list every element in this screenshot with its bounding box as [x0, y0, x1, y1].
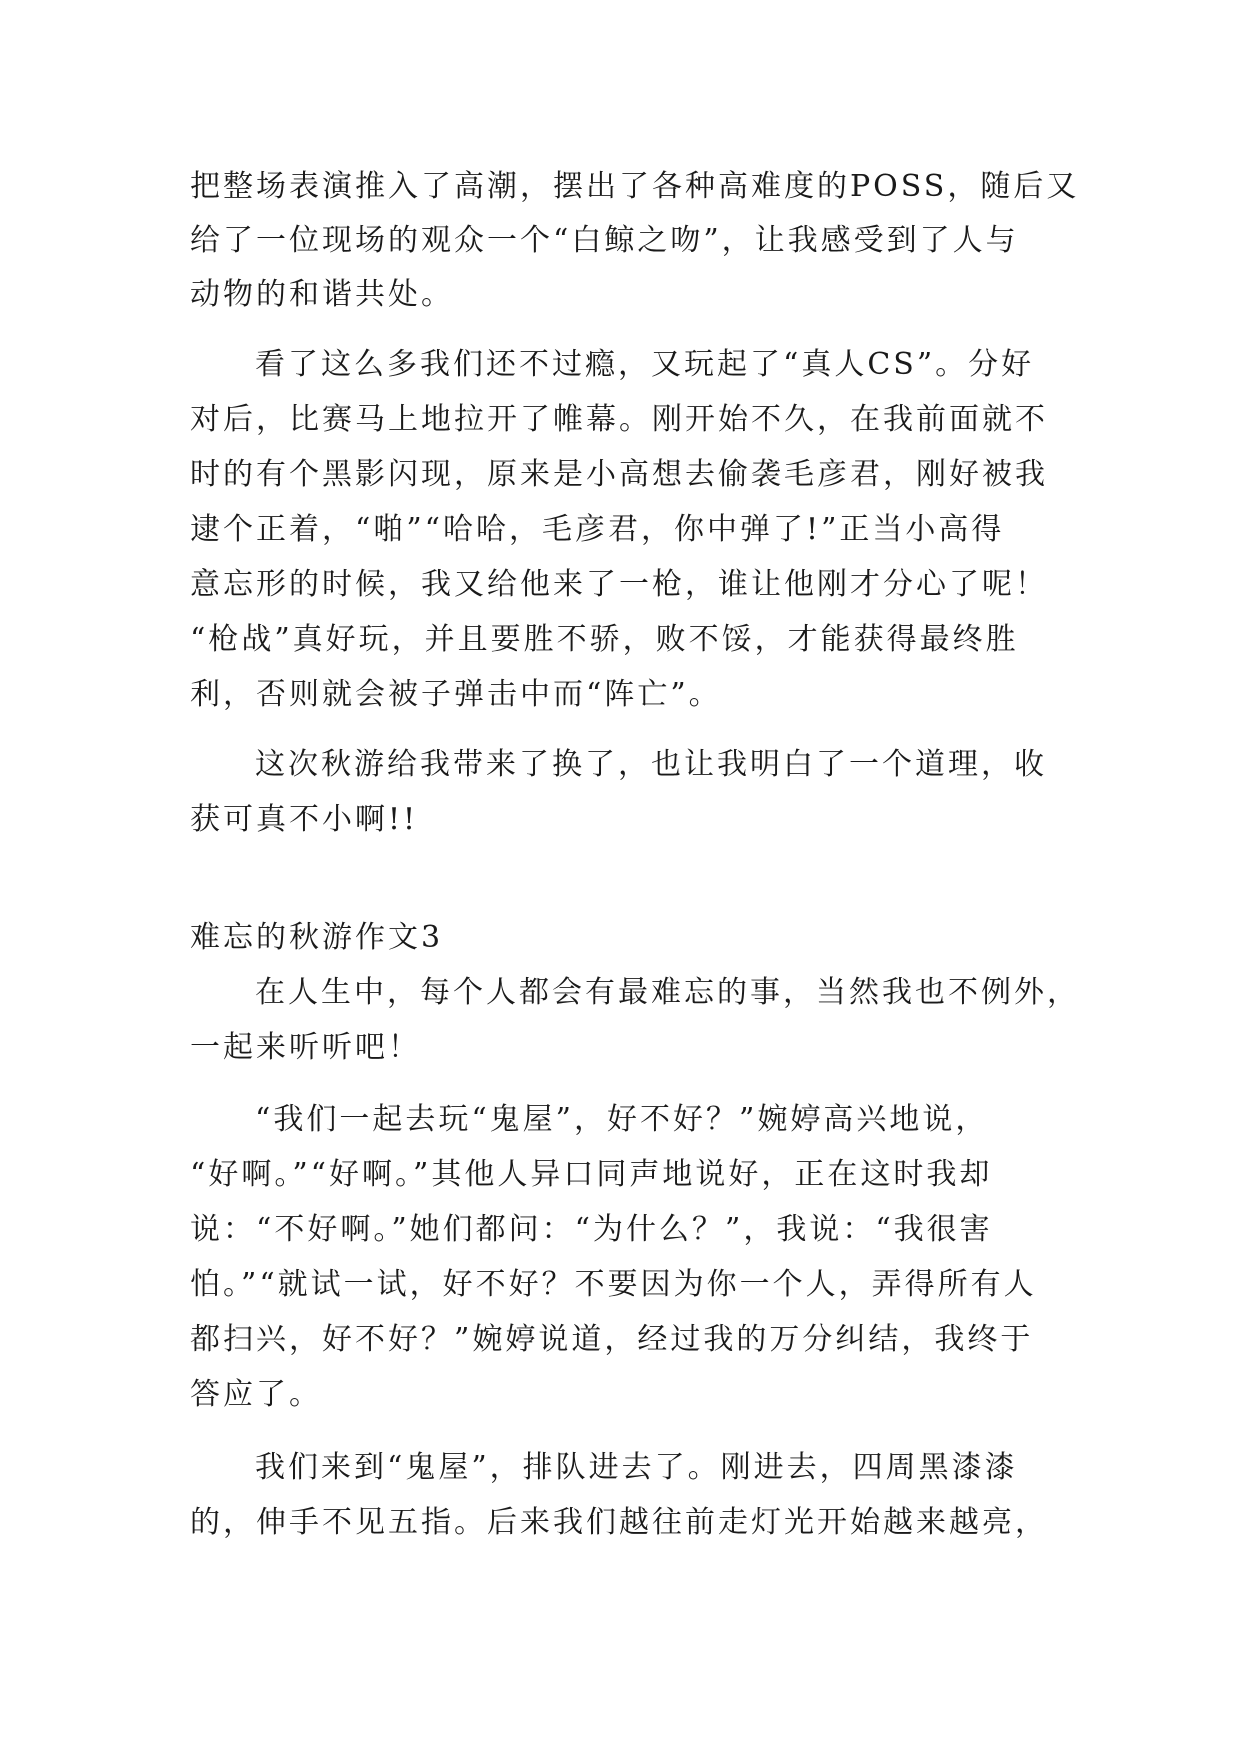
text-line: 逮个正着，“啪”“哈哈，毛彦君，你中弹了!”正当小高得	[190, 512, 1005, 547]
text-line: 看了这么多我们还不过瘾，又玩起了“真人CS”。分好	[255, 347, 1035, 382]
text-line: 获可真不小啊!!	[190, 802, 419, 837]
text-line: 给了一位现场的观众一个“白鲸之吻”，让我感受到了人与	[190, 223, 1019, 258]
text-line: 说：“不好啊。”她们都问：“为什么？”，我说：“我很害	[190, 1212, 993, 1247]
text-line: 对后，比赛马上地拉开了帷幕。刚开始不久，在我前面就不	[190, 402, 1048, 437]
text-line: 动物的和谐共处。	[190, 277, 454, 312]
text-line: 的，伸手不见五指。后来我们越往前走灯光开始越来越亮，	[190, 1505, 1048, 1540]
text-line: 都扫兴，好不好？”婉婷说道，经过我的万分纠结，我终于	[190, 1322, 1034, 1357]
text-line: 在人生中，每个人都会有最难忘的事，当然我也不例外，	[255, 975, 1080, 1010]
text-line: 把整场表演推入了高潮，摆出了各种高难度的POSS，随后又	[190, 169, 1080, 204]
text-line: 我们来到“鬼屋”，排队进去了。刚进去，四周黑漆漆	[255, 1450, 1018, 1485]
text-line: 意忘形的时候，我又给他来了一枪，谁让他刚才分心了呢！	[190, 567, 1048, 602]
text-line: 利，否则就会被子弹击中而“阵亡”。	[190, 677, 722, 712]
text-line: “枪战”真好玩，并且要胜不骄，败不馁，才能获得最终胜	[190, 622, 1019, 657]
text-line: “好啊。”“好啊。”其他人异口同声地说好，正在这时我却	[190, 1157, 993, 1192]
text-line: 一起来听听吧！	[190, 1030, 421, 1065]
text-line: 时的有个黑影闪现，原来是小高想去偷袭毛彦君，刚好被我	[190, 457, 1048, 492]
section-title: 难忘的秋游作文3	[190, 920, 444, 955]
text-line: 答应了。	[190, 1377, 322, 1412]
text-line: 怕。”“就试一试，好不好？不要因为你一个人，弄得所有人	[190, 1267, 1037, 1302]
text-line: “我们一起去玩“鬼屋”，好不好？”婉婷高兴地说，	[255, 1102, 989, 1137]
text-line: 这次秋游给我带来了换了，也让我明白了一个道理，收	[255, 747, 1047, 782]
